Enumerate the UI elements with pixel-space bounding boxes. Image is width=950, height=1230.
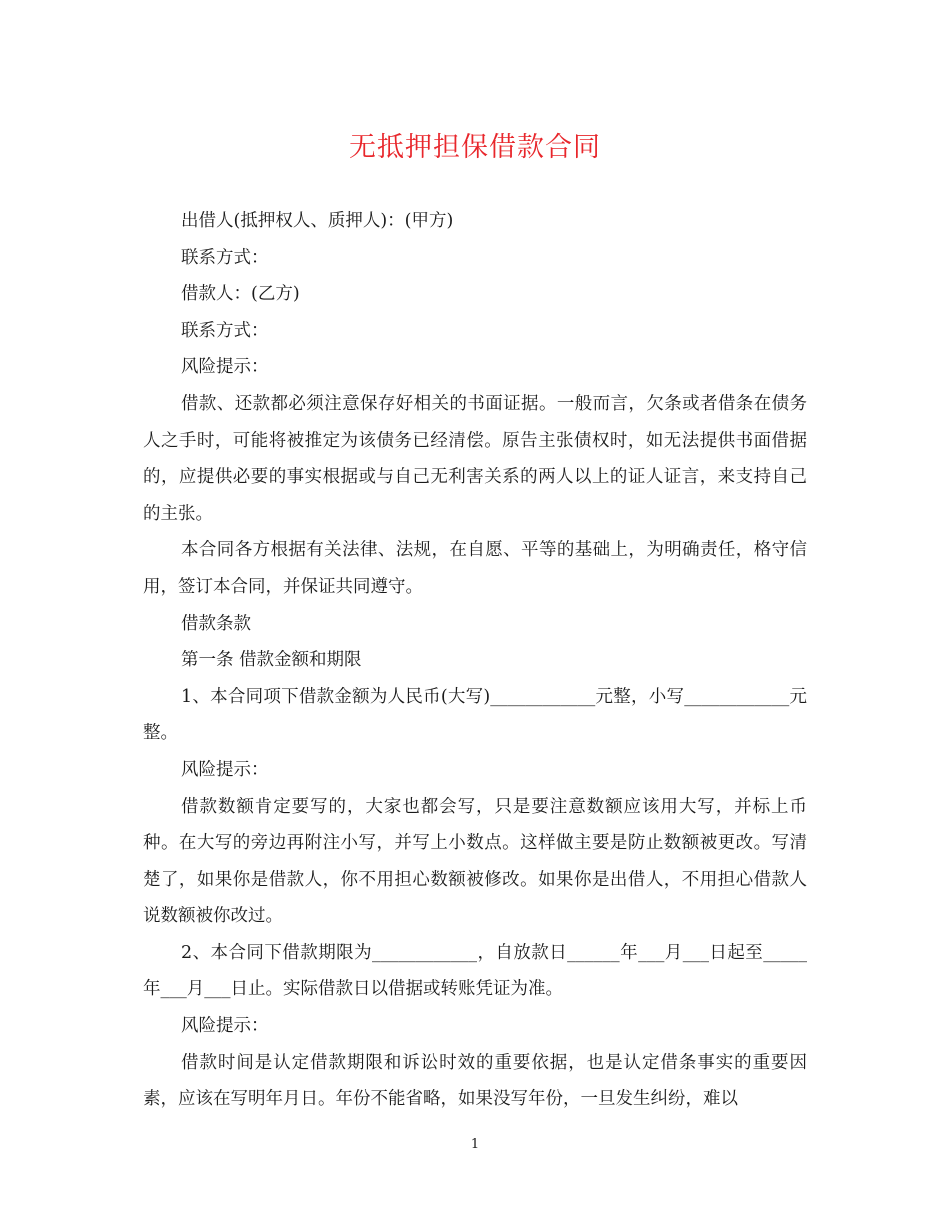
- risk-notice-paragraph: 借款数额肯定要写的，大家也都会写，只是要注意数额应该用大写，并标上币种。在大写的旁边再附注小写，并写上小数点。这样做主要是防止数额被更改。写清楚了，如果你是借款人，你不用担心数额被修改。如果你是出借人，不用担心借款人说数额被你改过。: [143, 796, 807, 927]
- risk-notice-heading: 风险提示：: [181, 759, 269, 780]
- document-title: 无抵押担保借款合同: [349, 132, 601, 163]
- risk-notice-paragraph: 借款时间是认定借款期限和诉讼时效的重要依据，也是认定借条事实的重要因素，应该在写明年月日。年份不能省略，如果没写年份，一旦发生纠纷，难以: [143, 1052, 807, 1110]
- borrower-contact-line: 联系方式：: [181, 320, 269, 341]
- lender-contact-line: 联系方式：: [181, 247, 269, 268]
- risk-notice-paragraph: 借款、还款都必须注意保存好相关的书面证据。一般而言，欠条或者借条在债务人之手时，可能将被推定为该债务已经清偿。原告主张债权时，如无法提供书面借据的，应提供必要的事实根据或与自己无利害关系的两人以上的证人证言，来支持自己的主张。: [143, 393, 807, 524]
- article-heading: 第一条 借款金额和期限: [181, 650, 362, 671]
- preamble-paragraph: 本合同各方根据有关法律、法规，在自愿、平等的基础上，为明确责任，格守信用，签订本合同，并保证共同遵守。: [143, 540, 807, 597]
- borrower-line: 借款人：(乙方): [181, 284, 300, 305]
- risk-notice-heading: 风险提示：: [181, 357, 269, 378]
- page-number: 1: [470, 1137, 480, 1152]
- clause-paragraph: 2、本合同下借款期限为____________，自放款日______年___月___日起至_____年___月___日止。实际借款日以借据或转账凭证为准。: [143, 942, 807, 1000]
- section-heading: 借款条款: [181, 613, 251, 634]
- clause-paragraph: 1、本合同项下借款金额为人民币(大写)____________元整，小写____________元整。: [143, 686, 807, 744]
- document-body: [143, 203, 807, 1118]
- risk-notice-heading: 风险提示：: [181, 1016, 269, 1037]
- lender-line: 出借人(抵押权人、质押人)：(甲方): [181, 211, 454, 231]
